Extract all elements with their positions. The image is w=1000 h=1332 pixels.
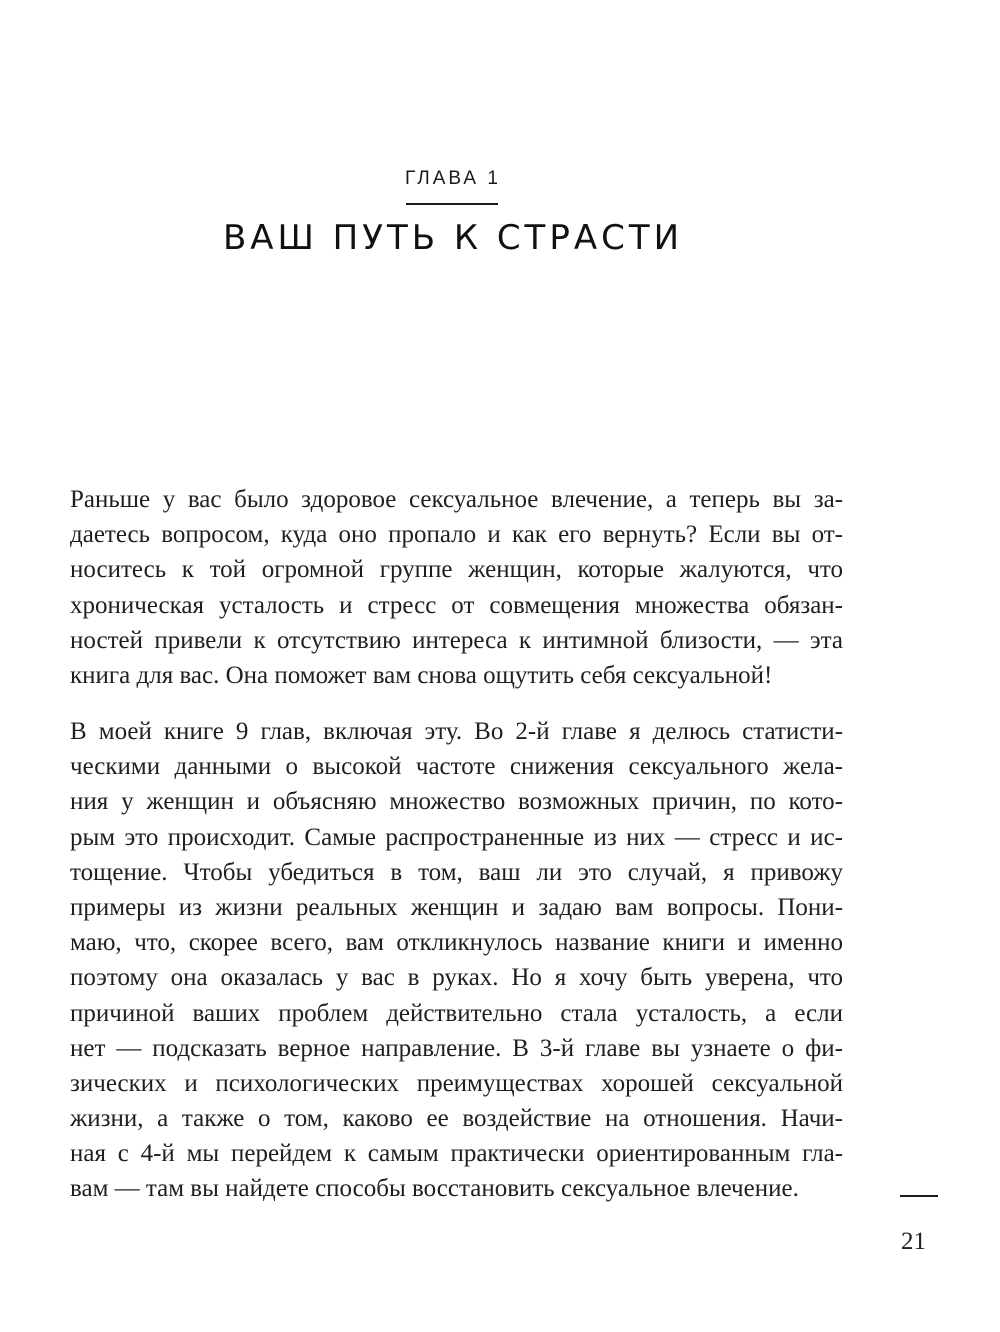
footer-divider: [900, 1195, 938, 1197]
paragraph-line: ния у женщин и объясняю множество возможных причин, по кото-: [70, 788, 843, 816]
paragraph-line: поэтому она оказалась у вас в руках. Но я хочу быть уверена, что: [70, 964, 843, 992]
paragraph-line: причиной ваших проблем действительно стала усталость, а если: [70, 999, 843, 1027]
paragraph-line: зических и психологических преимуществах хорошей сексуальной: [70, 1069, 843, 1097]
paragraph-line: носитесь к той огромной группе женщин, которые жалуются, что: [70, 556, 843, 584]
paragraph-line: рым это происходит. Самые распространенные из них — стресс и ис-: [70, 823, 843, 851]
paragraph-line: ная с 4-й мы перейдем к самым практически ориентированным гла-: [70, 1140, 843, 1168]
paragraph-2: [70, 714, 843, 1207]
paragraph-line: книга для вас. Она поможет вам снова ощутить себя сексуальной!: [70, 661, 773, 689]
paragraph-line: жизни, а также о том, каково ее воздействие на отношения. Начи-: [70, 1105, 843, 1133]
paragraph-line: хроническая усталость и стресс от совмещения множества обязан-: [70, 591, 843, 619]
paragraph-line: Раньше у вас было здоровое сексуальное влечение, а теперь вы за-: [70, 486, 843, 513]
paragraph-line: ностей привели к отсутствию интереса к интимной близости, — эта: [70, 626, 843, 654]
chapter-title: ВАШ ПУТЬ К СТРАСТИ: [222, 218, 684, 258]
paragraph-line: примеры из жизни реальных женщин и задаю вам вопросы. Пони-: [70, 893, 843, 921]
paragraph-line: ческими данными о высокой частоте снижения сексуального жела-: [70, 753, 843, 781]
page-number: 21: [901, 1228, 926, 1255]
paragraph-line: нет — подсказать верное направление. В 3-й главе вы узнаете о фи-: [70, 1034, 843, 1062]
paragraph-line: вам — там вы найдете способы восстановить сексуальное влечение.: [70, 1175, 799, 1203]
chapter-label: ГЛАВА 1: [405, 168, 501, 189]
paragraph-1: [70, 482, 843, 693]
paragraph-line: маю, что, скорее всего, вам откликнулось название книги и именно: [70, 929, 843, 957]
paragraph-line: даетесь вопросом, куда оно пропало и как его вернуть? Если вы от-: [70, 521, 843, 549]
chapter-divider: [406, 203, 498, 205]
paragraph-line: тощение. Чтобы убедиться в том, ваш ли это случай, я привожу: [70, 858, 843, 886]
paragraph-line: В моей книге 9 глав, включая эту. Во 2-й главе я делюсь статисти-: [70, 718, 843, 745]
